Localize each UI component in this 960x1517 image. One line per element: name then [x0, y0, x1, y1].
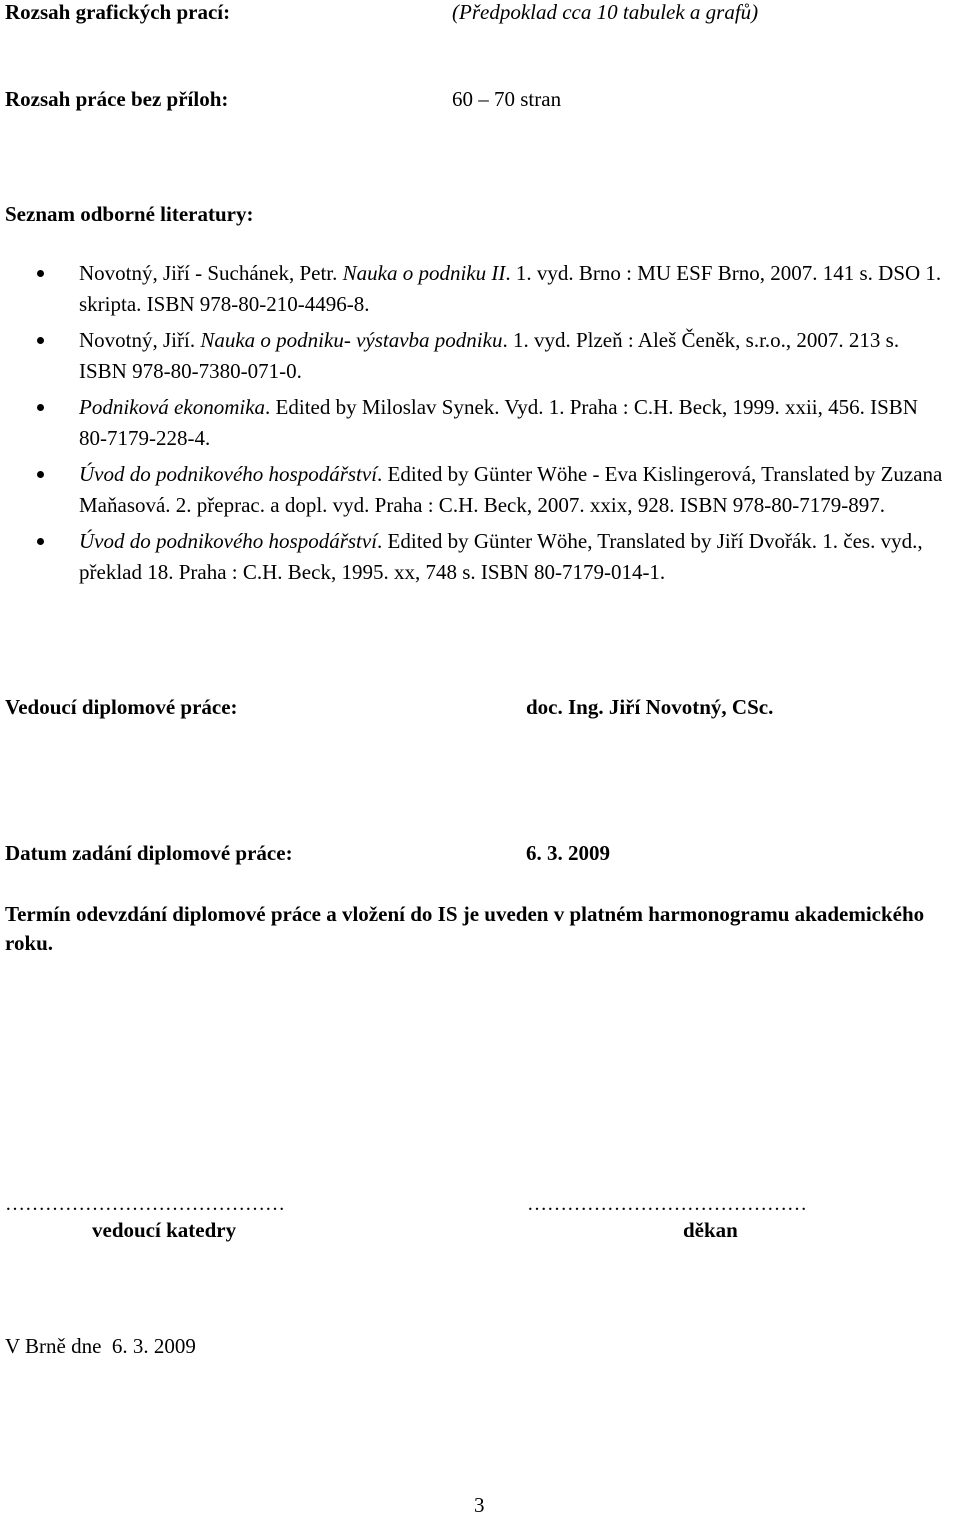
- literature-item-title: Úvod do podnikového hospodářství: [79, 462, 378, 486]
- literature-item: [0, 526, 960, 587]
- bullet-icon: [37, 404, 44, 411]
- literature-item-details: . Edited by Miloslav Synek. Vyd. 1. Praha : C.H. Beck, 1999. xxii, 456. ISBN 80-7179-228-4.: [79, 395, 918, 450]
- bullet-icon: [37, 538, 44, 545]
- literature-item: [0, 392, 960, 453]
- signature-line-right: ……………………………………: [527, 1193, 807, 1215]
- thesis-length-value: 60 – 70 stran: [452, 87, 562, 111]
- signature-line-left: ……………………………………: [5, 1193, 285, 1215]
- assignment-date-value: 6. 3. 2009: [526, 841, 610, 865]
- literature-item-title: Nauka o podniku- výstavba podniku: [200, 328, 503, 352]
- literature-item-title: Podniková ekonomika: [79, 395, 266, 419]
- literature-item-authors: Novotný, Jiří - Suchánek, Petr.: [79, 261, 343, 285]
- graphics-scope-value: (Předpoklad cca 10 tabulek a grafů): [452, 0, 759, 24]
- literature-list: [0, 258, 960, 593]
- bullet-icon: [37, 270, 44, 277]
- thesis-length-label: Rozsah práce bez příloh:: [5, 87, 229, 111]
- literature-item-details: . 1. vyd. Plzeň : Aleš Čeněk, s.r.o., 2007. 213 s. ISBN 978-80-7380-071-0.: [79, 328, 900, 383]
- literature-item-title: Úvod do podnikového hospodářství: [79, 529, 378, 553]
- supervisor-label: Vedoucí diplomové práce:: [5, 695, 238, 719]
- literature-item-details: . Edited by Günter Wöhe - Eva Kislingerová, Translated by Zuzana Maňasová. 2. přeprac. a dopl. vyd. Praha : C.H. Beck, 2007. xxix, 928. ISBN 978-80-7179-897.: [79, 462, 943, 517]
- literature-item: [0, 325, 960, 386]
- literature-item: [0, 258, 960, 319]
- literature-heading: Seznam odborné literatury:: [5, 202, 254, 226]
- page-number: 3: [474, 1493, 485, 1517]
- literature-item-title: Nauka o podniku II: [342, 261, 506, 285]
- place-date: V Brně dne 6. 3. 2009: [5, 1334, 196, 1358]
- supervisor-value: doc. Ing. Jiří Novotný, CSc.: [526, 695, 774, 719]
- bullet-icon: [37, 337, 44, 344]
- literature-item: [0, 459, 960, 520]
- literature-item-authors: Novotný, Jiří.: [79, 328, 201, 352]
- signature-label-department-head: vedoucí katedry: [92, 1218, 237, 1242]
- bullet-icon: [37, 471, 44, 478]
- graphics-scope-label: Rozsah grafických prací:: [5, 0, 231, 24]
- literature-item-details: . Edited by Günter Wöhe, Translated by Jiří Dvořák. 1. čes. vyd., překlad 18. Praha : C.H. Beck, 1995. xx, 748 s. ISBN 80-7179-014-1.: [79, 529, 923, 584]
- literature-item-details: . 1. vyd. Brno : MU ESF Brno, 2007. 141 s. DSO 1. skripta. ISBN 978-80-210-4496-8.: [79, 261, 942, 316]
- signature-label-dean: děkan: [683, 1218, 738, 1242]
- submission-deadline-text: Termín odevzdání diplomové práce a vložení do IS je uveden v platném harmonogramu akademického roku.: [5, 902, 925, 955]
- assignment-date-label: Datum zadání diplomové práce:: [5, 841, 293, 865]
